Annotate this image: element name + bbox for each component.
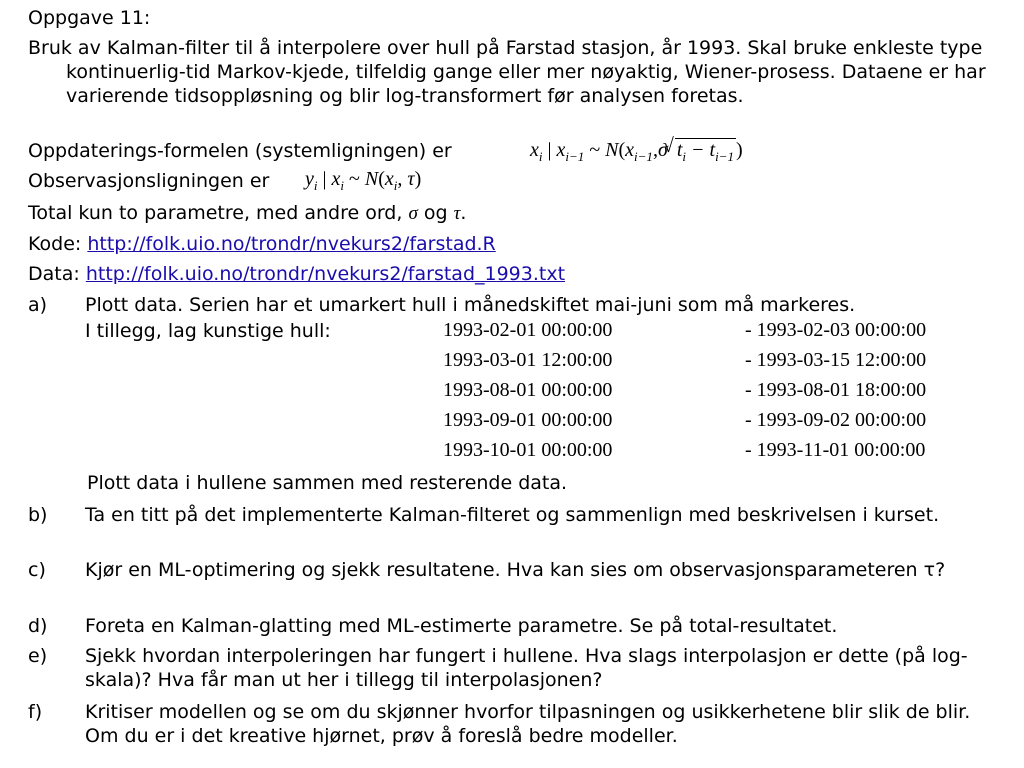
item-f-text: Kritiser modellen og se om du skjønner hvorfor tilpasningen og usikkerhetene blir slik de blir. Om du er i det kreative hjørnet, prøv å foreslå bedre modeller. bbox=[85, 701, 971, 747]
code-label: Kode: bbox=[28, 233, 82, 255]
item-c bbox=[28, 558, 986, 606]
title: Oppgave 11: bbox=[28, 7, 151, 29]
observation-equation: $y_i$ | $x_i$ ~ $N(x_i$, τ) bbox=[305, 168, 422, 193]
data-label: Data: bbox=[28, 263, 80, 285]
item-c-marker: c) bbox=[28, 559, 46, 581]
params-end: . bbox=[460, 202, 467, 224]
params-line bbox=[28, 201, 466, 226]
gap-start-3: 1993-08-01 00:00:00 bbox=[443, 379, 613, 401]
params-og: og bbox=[423, 202, 448, 224]
item-d-text: Foreta en Kalman-glatting med ML-estimerte parametre. Se på total-resultatet. bbox=[85, 615, 838, 637]
item-a bbox=[28, 293, 855, 317]
item-f-marker: f) bbox=[28, 701, 43, 723]
system-equation: $x_i$ | $x_{i-1}$ ~ $N(x_{i-1},\sigma$ √ $t_i - t_{i-1}$ ) bbox=[530, 138, 743, 165]
item-d-marker: d) bbox=[28, 615, 48, 637]
item-e-text: Sjekk hvordan interpoleringen har fungert i hullene. Hva slags interpolasjon er dette (på log-skala)? Hva får man ut her i tillegg til interpolasjonen? bbox=[85, 645, 968, 691]
gap-end-2: - 1993-03-15 12:00:00 bbox=[745, 349, 927, 371]
gap-end-1: - 1993-02-03 00:00:00 bbox=[745, 319, 927, 341]
gap-start-1: 1993-02-01 00:00:00 bbox=[443, 319, 613, 341]
data-line bbox=[28, 262, 565, 286]
sigma-symbol: σ bbox=[408, 203, 418, 224]
item-a-plot: Plott data i hullene sammen med resterende data. bbox=[87, 472, 568, 494]
gap-end-5: - 1993-11-01 00:00:00 bbox=[745, 439, 926, 461]
item-e-marker: e) bbox=[28, 645, 48, 667]
item-d bbox=[28, 614, 986, 638]
intro-paragraph: Bruk av Kalman-filter til å interpolere over hull på Farstad stasjon, år 1993. Skal bruke enkleste type kontinuerlig-tid Markov-kjede, tilfeldig gange eller mer nøyaktig, Wiener-prosess. Dataene er har varierende tidsoppløsning og blir log-transformert før analysen foretas. bbox=[28, 37, 986, 107]
params-text: Total kun to parametre, med andre ord, bbox=[28, 202, 403, 224]
item-b-marker: b) bbox=[28, 504, 48, 526]
item-e bbox=[28, 644, 986, 692]
code-line bbox=[28, 232, 496, 256]
item-f bbox=[28, 700, 986, 748]
gap-start-4: 1993-09-01 00:00:00 bbox=[443, 409, 613, 431]
item-a-text: Plott data. Serien har et umarkert hull i månedskiftet mai-juni som må markeres. bbox=[85, 294, 856, 316]
obs-label: Observasjonsligningen er bbox=[28, 170, 270, 192]
gap-start-2: 1993-03-01 12:00:00 bbox=[443, 349, 613, 371]
data-link[interactable]: http://folk.uio.no/trondr/nvekurs2/farstad_1993.txt bbox=[85, 263, 566, 285]
item-a-extra: I tillegg, lag kunstige hull: bbox=[85, 320, 331, 342]
gap-end-3: - 1993-08-01 18:00:00 bbox=[745, 379, 927, 401]
item-b bbox=[28, 503, 986, 551]
gap-end-4: - 1993-09-02 00:00:00 bbox=[745, 409, 927, 431]
item-a-marker: a) bbox=[28, 294, 48, 316]
update-label: Oppdaterings-formelen (systemligningen) er bbox=[28, 140, 452, 162]
item-b-text: Ta en titt på det implementerte Kalman-filteret og sammenlign med beskrivelsen i kurset. bbox=[85, 504, 940, 526]
tau-symbol: τ bbox=[453, 203, 461, 224]
item-c-text: Kjør en ML-optimering og sjekk resultatene. Hva kan sies om observasjonsparameteren τ? bbox=[85, 559, 946, 581]
gap-start-5: 1993-10-01 00:00:00 bbox=[443, 439, 613, 461]
code-link[interactable]: http://folk.uio.no/trondr/nvekurs2/farstad.R bbox=[87, 233, 496, 255]
